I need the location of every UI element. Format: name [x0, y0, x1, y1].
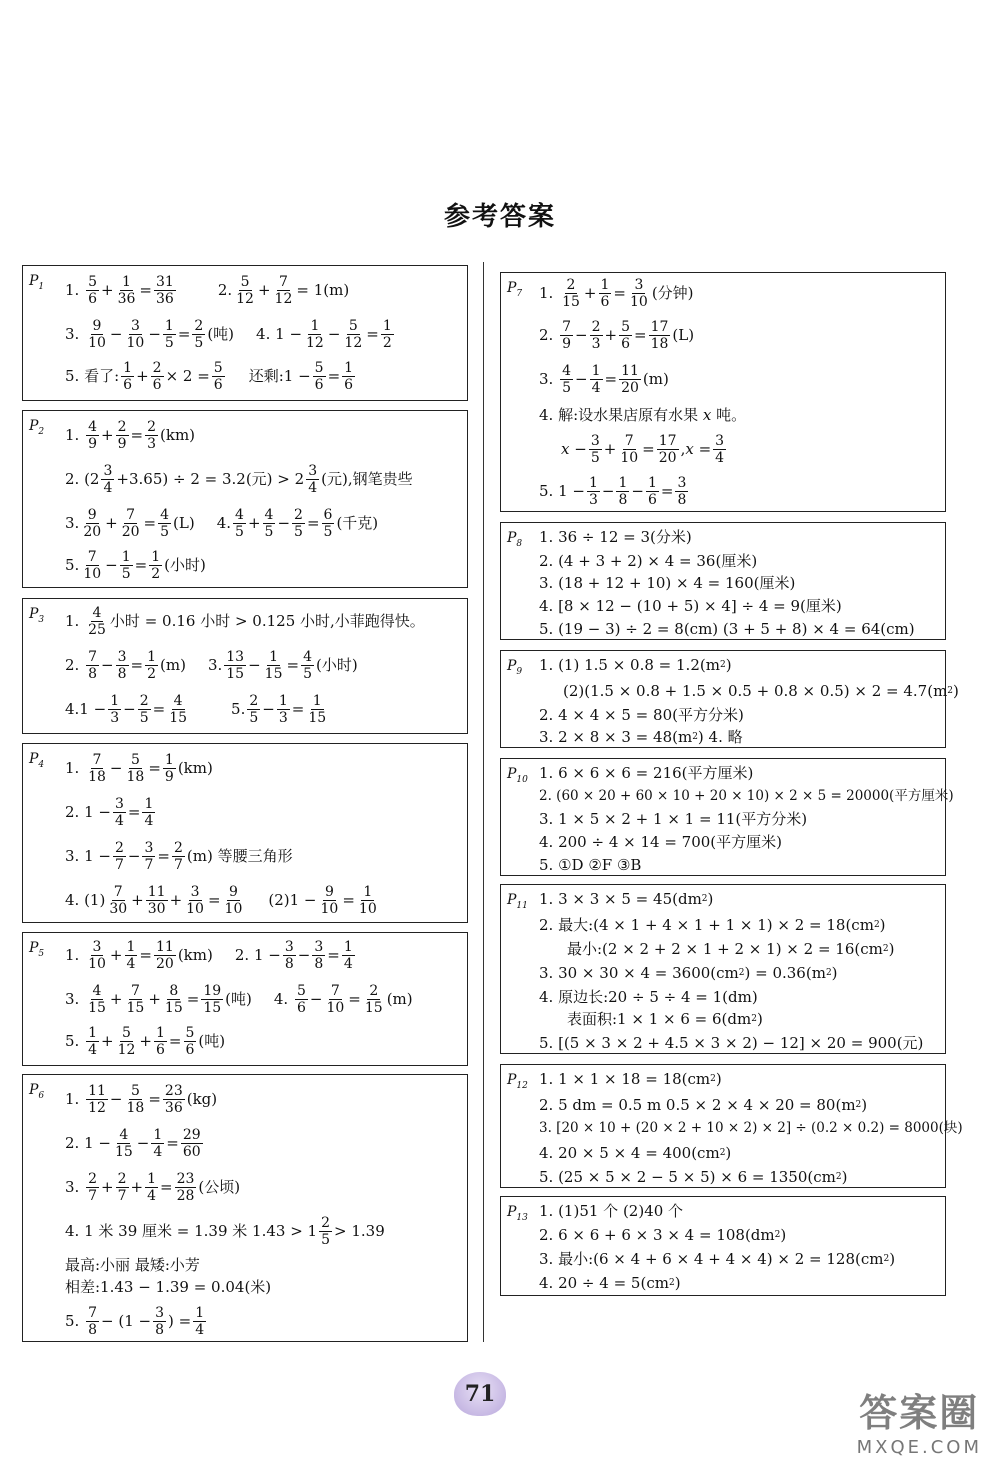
answer-line: 3. 4 15 + $\frac{7}{15}$ + $\frac{8}{15}$ = $\frac{19}{15}$ (吨) 4. 5 6 − $\frac{7}{10}$ = $\frac{2}{15}$ (m) — [65, 982, 413, 1016]
answer-line: (2)(1.5 × 0.8 + 1.5 × 0.5 + 0.8 × 0.5) × 2 = 4.7(m 2 ) — [563, 681, 959, 700]
watermark-site: MXQE.COM — [856, 1437, 982, 1458]
answer-line: 4. (1) 7 30 + $\frac{11}{30}$ + $\frac{3}{10}$ = $\frac{9}{10}$ (2)1 − $\frac{9}{10}$ = $\frac{1}{10}$ — [65, 883, 377, 917]
answer-line: 1. 4 25 小时 = 0.16 小时 > 0.125 小时,小菲跑得快。 — [65, 604, 425, 638]
answer-line: 4. 解:设水果店原有水果 x 吨。 — [539, 405, 747, 424]
watermark-brand: 答案圈 — [859, 1391, 980, 1435]
answer-line: 1. 5 6 + $\frac{1}{36}$ = $\frac{31}{36}$ 2. 5 12 + $\frac{7}{12}$ = 1(m) — [65, 273, 350, 307]
answer-box-p3 — [22, 598, 468, 734]
answer-line: 4. 200 ÷ 4 × 14 = 700(平方厘米) — [539, 832, 782, 851]
answer-line: 2. 7 8 − $\frac{3}{8}$ = $\frac{1}{2}$ (m) 3. 13 15 − $\frac{1}{15}$ = $\frac{4}{5}$ (小时) — [65, 648, 358, 682]
section-tag: $P_{10}$ — [507, 766, 528, 785]
answer-line: 3. [20 × 10 + (20 × 2 + 10 × 2) × 2] ÷ (0.2 × 0.2) = 8000(块) — [539, 1120, 963, 1137]
answer-line: 5. 看了: 1 6 + $\frac{2}{6}$ × 2 = $\frac{5}{6}$ 还剩:1 − $\frac{5}{6}$ = $\frac{1}{6}$ — [65, 359, 354, 393]
section-tag: $P_8$ — [507, 530, 523, 549]
answer-line: 1. 7 18 − $\frac{5}{18}$ = $\frac{1}{9}$ (km) — [65, 751, 213, 785]
answer-line: 2. 6 × 6 + 6 × 3 × 4 = 108(dm 2 ) — [539, 1225, 787, 1244]
answer-box-p5 — [22, 932, 468, 1066]
page-number: 71 — [454, 1372, 506, 1416]
answer-box-p12 — [500, 1064, 963, 1188]
answer-line: 4. 原边长:20 ÷ 5 ÷ 4 = 1(dm) — [539, 987, 758, 1006]
answer-line: 1. 11 12 − $\frac{5}{18}$ = $\frac{23}{36}$ (kg) — [65, 1082, 218, 1116]
answer-line: 2. (4 + 3 + 2) × 4 = 36(厘米) — [539, 551, 758, 570]
answer-line: 2. 7 9 − $\frac{2}{3}$ + $\frac{5}{6}$ = $\frac{17}{18}$ (L) — [539, 318, 695, 352]
answer-box-p7 — [500, 272, 946, 512]
answer-line: 1. 36 ÷ 12 = 3(分米) — [539, 527, 692, 546]
answer-line: 1. (1) 1.5 × 0.8 = 1.2(m 2 ) — [539, 655, 732, 674]
section-tag: $P_2$ — [29, 418, 45, 437]
section-tag: $P_5$ — [29, 940, 45, 959]
answer-line: 3. 9 20 + $\frac{7}{20}$ = $\frac{4}{5}$ (L) 4. 4 5 + $\frac{4}{5}$ − $\frac{2}{5}$ = $\frac{6}{5}$ (千克) — [65, 506, 379, 540]
answer-line: 4. 1 米 39 厘米 = 1.39 米 1.43 > 1 2 5 > 1.39 — [65, 1214, 385, 1248]
answer-line: 3. 2 × 8 × 3 = 48(m 2 ) 4. 略 — [539, 727, 743, 746]
answer-line: 2. 4 × 4 × 5 = 80(平方分米) — [539, 705, 744, 724]
section-tag: $P_9$ — [507, 658, 523, 677]
section-tag: $P_{13}$ — [507, 1204, 528, 1223]
answer-line: 5. 7 10 − $\frac{1}{5}$ = $\frac{1}{2}$ (小时) — [65, 548, 206, 582]
answer-box-p4 — [22, 743, 468, 923]
answer-line: 3. 1 × 5 × 2 + 1 × 1 = 11(平方分米) — [539, 809, 808, 828]
answer-box-p10 — [500, 758, 954, 876]
answer-box-p6 — [22, 1074, 468, 1342]
answer-line: 1. 1 × 1 × 18 = 18(cm 2 ) — [539, 1069, 722, 1088]
page-title: 参考答案 — [443, 202, 556, 232]
answer-box-p1 — [22, 265, 468, 401]
answer-line: 1. 6 × 6 × 6 = 216(平方厘米) — [539, 763, 754, 782]
section-tag: $P_1$ — [29, 273, 45, 292]
answer-box-p11 — [500, 884, 946, 1054]
answer-line: 最小:(2 × 2 + 2 × 1 + 2 × 1) × 2 = 16(cm 2 ) — [567, 939, 895, 958]
answer-line: 相差:1.43 − 1.39 = 0.04(米) — [65, 1277, 272, 1296]
answer-line: 1. 4 9 + $\frac{2}{9}$ = $\frac{2}{3}$ (km) — [65, 418, 196, 452]
section-tag: $P_3$ — [29, 606, 45, 625]
answer-line: 3. 30 × 30 × 4 = 3600(cm 2 ) = 0.36(m 2 ) — [539, 963, 838, 982]
answer-box-p2 — [22, 410, 468, 588]
answer-line: 1. (1)51 个 (2)40 个 — [539, 1201, 684, 1220]
column-divider — [483, 262, 484, 1342]
section-tag: $P_{12}$ — [507, 1072, 528, 1091]
answer-line: 2. 最大:(4 × 1 + 4 × 1 + 1 × 1) × 2 = 18(cm 2 ) — [539, 915, 886, 934]
answer-line: 4. 20 × 5 × 4 = 400(cm 2 ) — [539, 1143, 732, 1162]
answer-line: 1. 3 10 + $\frac{1}{4}$ = $\frac{11}{20}$ (km) 2. 1 − $\frac{3}{8}$ − $\frac{3}{8}$ = $\frac{1}{4}$ — [65, 938, 353, 972]
answer-line: 2. 5 dm = 0.5 m 0.5 × 2 × 4 × 20 = 80(m 2 ) — [539, 1095, 868, 1114]
answer-line: 3. 最小:(6 × 4 + 6 × 4 + 4 × 4) × 2 = 128(cm 2 ) — [539, 1249, 896, 1268]
answer-line: 4. 20 ÷ 4 = 5(cm 2 ) — [539, 1273, 681, 1292]
answer-line: 最高:小丽 最矮:小芳 — [65, 1255, 200, 1274]
answer-line: x − $\frac{3}{5}$ + $\frac{7}{10}$ = $\frac{17}{20}$ , x = $\frac{3}{4}$ — [561, 432, 725, 466]
section-tag: $P_{11}$ — [507, 892, 528, 911]
watermark-logo — [857, 1382, 982, 1458]
section-tag: $P_4$ — [29, 751, 45, 770]
answer-line: 3. (18 + 12 + 10) × 4 = 160(厘米) — [539, 573, 796, 592]
answer-line: 5. [(5 × 3 × 2 + 4.5 × 3 × 2) − 12] × 20 = 900(元) — [539, 1033, 924, 1052]
answer-line: 1. 3 × 3 × 5 = 45(dm 2 ) — [539, 889, 714, 908]
section-tag: $P_7$ — [507, 280, 523, 299]
answer-line: 3. 1 − $\frac{2}{7}$ − $\frac{3}{7}$ = $\frac{2}{7}$ (m) 等腰三角形 — [65, 839, 293, 873]
answer-line: 5. 1 − $\frac{1}{3}$ − $\frac{1}{8}$ − $\frac{1}{6}$ = $\frac{3}{8}$ — [539, 474, 687, 508]
answer-line: 2. 1 − $\frac{3}{4}$ = $\frac{1}{4}$ — [65, 795, 154, 829]
answer-line: 5. 1 4 + $\frac{5}{12}$ + $\frac{1}{6}$ = $\frac{5}{6}$ (吨) — [65, 1024, 226, 1058]
answer-line: 3. 4 5 − $\frac{1}{4}$ = $\frac{11}{20}$ (m) — [539, 362, 669, 396]
answer-box-p8 — [500, 522, 946, 640]
answer-box-p9 — [500, 650, 959, 748]
answer-line: 1. 2 15 + $\frac{1}{6}$ = $\frac{3}{10}$ (分钟) — [539, 276, 694, 310]
answer-line: 5. ①D ②F ③B — [539, 855, 642, 874]
answer-line: 3. 2 7 + $\frac{2}{7}$ + $\frac{1}{4}$ = $\frac{23}{28}$ (公顷) — [65, 1170, 241, 1204]
answer-line: 5. (25 × 5 × 2 − 5 × 5) × 6 = 1350(cm 2 ) — [539, 1167, 848, 1186]
answer-line: 4.1 − $\frac{1}{3}$ − $\frac{2}{5}$ = $\frac{4}{15}$ 5. 2 5 − $\frac{1}{3}$ = $\frac{1}{15}$ — [65, 692, 327, 726]
answer-line: 5. 7 8 − (1 − $\frac{3}{8}$ ) = $\frac{1}{4}$ — [65, 1304, 205, 1338]
answer-line: 2. (60 × 20 + 60 × 10 + 20 × 10) × 2 × 5 = 20000(平方厘米) — [539, 788, 954, 805]
answer-line: 4. [8 × 12 − (10 + 5) × 4] ÷ 4 = 9(厘米) — [539, 596, 842, 615]
answer-line: 3. 9 10 − $\frac{3}{10}$ − $\frac{1}{5}$ = $\frac{2}{5}$ (吨) 4. 1 − $\frac{1}{12}$ − $\frac{5}{12}$ = $\frac{1}{2}$ — [65, 317, 392, 351]
answer-box-p13 — [500, 1196, 946, 1296]
answer-line: 2. 1 − $\frac{4}{15}$ − $\frac{1}{4}$ = $\frac{29}{60}$ — [65, 1126, 201, 1160]
section-tag: $P_6$ — [29, 1082, 45, 1101]
answer-line: 表面积:1 × 1 × 6 = 6(dm 2 ) — [567, 1009, 763, 1028]
answer-line: 5. (19 − 3) ÷ 2 = 8(cm) (3 + 5 + 8) × 4 = 64(cm) — [539, 619, 915, 638]
answer-line: 2. (2 3 4 +3.65) ÷ 2 = 3.2(元) > 2 3 4 (元),钢笔贵些 — [65, 462, 413, 496]
